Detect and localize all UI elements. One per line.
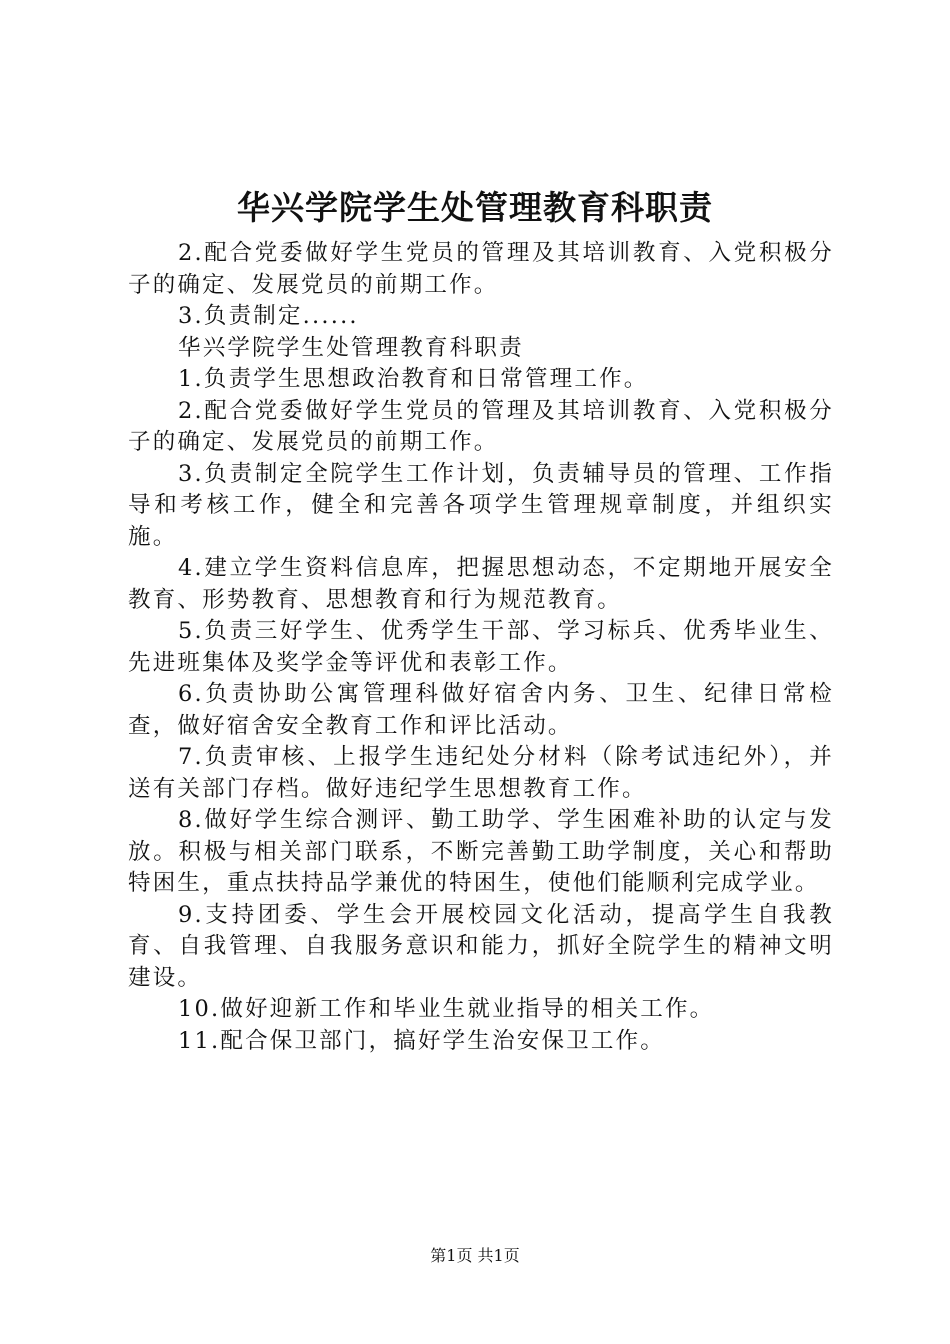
paragraph: 3.负责制定全院学生工作计划，负责辅导员的管理、工作指导和考核工作，健全和完善各项学生管理规章制度，并组织实施。 [128,460,834,550]
paragraph: 4.建立学生资料信息库，把握思想动态，不定期地开展安全教育、形势教育、思想教育和行为规范教育。 [128,555,834,613]
paragraph: 2.配合党委做好学生党员的管理及其培训教育、入党积极分子的确定、发展党员的前期工作。 [128,397,834,455]
paragraph: 华兴学院学生处管理教育科职责 [178,334,524,361]
paragraph: 3.负责制定...... [178,303,359,329]
paragraph: 2.配合党委做好学生党员的管理及其培训教育、入党积极分子的确定、发展党员的前期工作。 [128,240,834,298]
paragraph: 5.负责三好学生、优秀学生干部、学习标兵、优秀毕业生、先进班集体及奖学金等评优和表彰工作。 [128,618,834,676]
paragraph: 11.配合保卫部门，搞好学生治安保卫工作。 [178,1027,665,1054]
page-footer: 第1页 共1页 [430,1246,520,1265]
paragraph: 1.负责学生思想政治教育和日常管理工作。 [178,366,649,392]
paragraph: 6.负责协助公寓管理科做好宿舍内务、卫生、纪律日常检查，做好宿舍安全教育工作和评比活动。 [128,681,834,739]
paragraph: 9.支持团委、学生会开展校园文化活动，提高学生自我教育、自我管理、自我服务意识和能力，抓好全院学生的精神文明建设。 [128,901,834,991]
document-title: 华兴学院学生处管理教育科职责 [237,188,713,227]
paragraph: 10.做好迎新工作和毕业生就业指导的相关工作。 [178,996,715,1022]
paragraph: 7.负责审核、上报学生违纪处分材料（除考试违纪外），并送有关部门存档。做好违纪学生思想教育工作。 [128,744,834,802]
document-body [128,238,834,1057]
paragraph: 8.做好学生综合测评、勤工助学、学生困难补助的认定与发放。积极与相关部门联系，不断完善勤工助学制度，关心和帮助特困生，重点扶持品学兼优的特困生，使他们能顺利完成学业。 [128,807,834,896]
